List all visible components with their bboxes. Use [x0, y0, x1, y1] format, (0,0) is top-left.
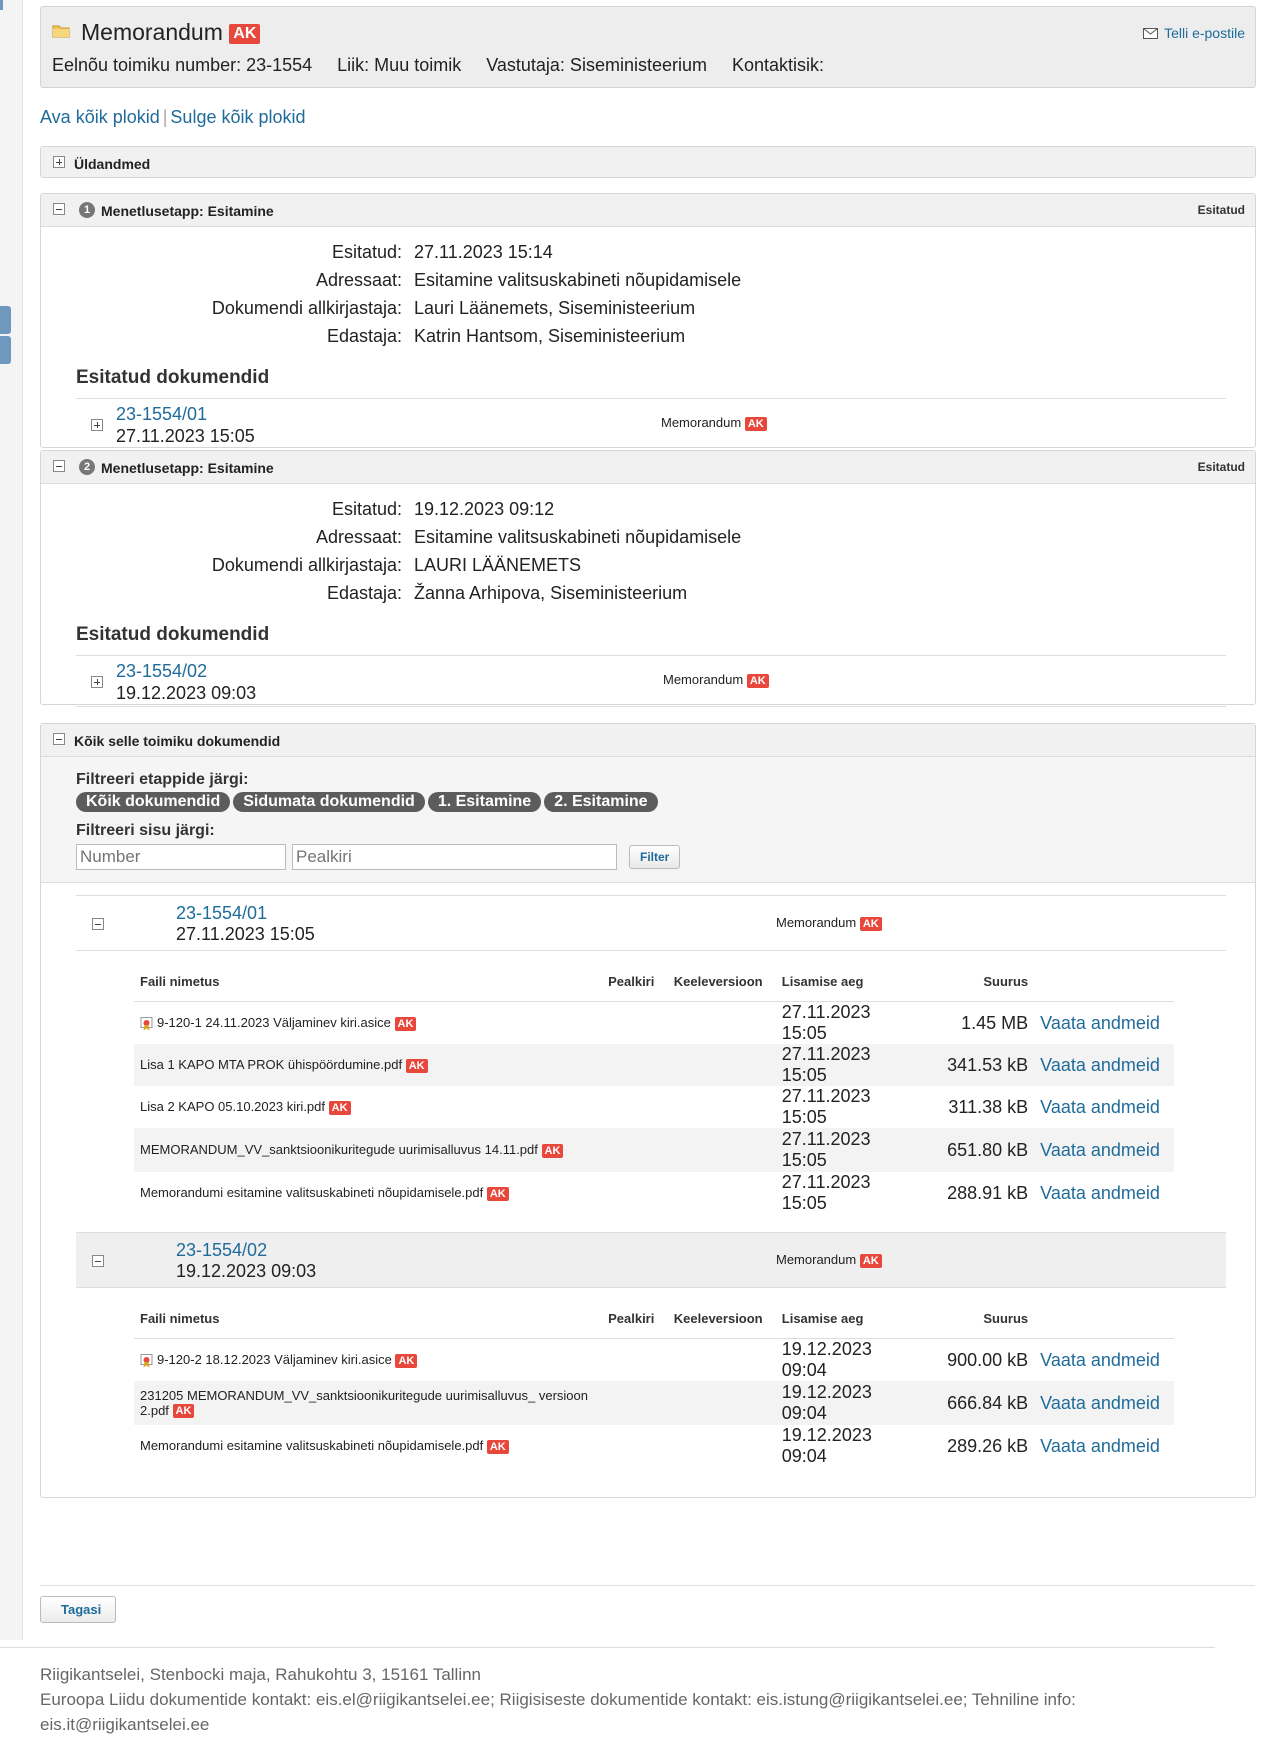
field-label: Edastaja:: [326, 583, 402, 603]
doc-number-link[interactable]: 23-1554/02: [116, 661, 208, 681]
file-link[interactable]: 231205 MEMORANDUM_VV_sanktsioonikuritegude uurimisalluvus_ versioon 2.pdf: [140, 1387, 588, 1418]
view-details-link[interactable]: Vaata andmeid: [1034, 1381, 1174, 1425]
content-filter-inputs: [76, 844, 1255, 870]
stage-header-1[interactable]: [41, 194, 1255, 227]
stage-panel-2: [40, 450, 1256, 705]
ak-badge: AK: [395, 1017, 417, 1031]
footer-address: Riigikantselei, Stenbocki maja, Rahukohtu 3, 15161 Tallinn: [40, 1665, 482, 1684]
ak-badge: AK: [173, 1404, 195, 1418]
collapse-icon[interactable]: [92, 1255, 104, 1267]
separator: |: [162, 107, 168, 127]
back-area: [40, 1596, 116, 1623]
subscribe-email-label: Telli e-postile: [1164, 25, 1245, 41]
field-value: 27.11.2023 15:14: [414, 242, 553, 262]
field-value: Žanna Arhipova, Siseministeerium: [414, 583, 688, 603]
field-value: Esitamine valitsuskabineti nõupidamisele: [414, 270, 742, 290]
stage-number-badge: 1: [79, 202, 95, 218]
envelope-icon: [1143, 28, 1158, 39]
file-responsible: Vastutaja: Siseministeerium: [486, 55, 707, 75]
doc-date: 19.12.2023 09:03: [176, 1261, 317, 1281]
file-name-cell: [134, 1172, 602, 1214]
collapse-icon[interactable]: [92, 918, 104, 930]
file-kind: Liik: Muu toimik: [337, 55, 462, 75]
expand-icon[interactable]: [91, 419, 103, 431]
ak-badge: AK: [745, 417, 767, 431]
doc-group-2: [76, 1232, 1226, 1467]
table-header-row: [134, 1306, 1174, 1339]
file-size: 341.53 kB: [926, 1044, 1034, 1086]
folder-icon: [52, 24, 70, 38]
col-language: Keeleversioon: [668, 969, 776, 1002]
file-size: 666.84 kB: [926, 1381, 1034, 1425]
table-header-row: [134, 969, 1174, 1002]
collapse-icon[interactable]: [53, 460, 65, 472]
general-panel: [40, 146, 1256, 178]
doc-type-label: Memorandum: [776, 915, 857, 930]
file-meta: [52, 55, 844, 76]
doc-group-1: [76, 895, 1226, 1214]
col-file-name: Faili nimetus: [134, 969, 602, 1002]
col-title: Pealkiri: [602, 969, 668, 1002]
table-row: [134, 1044, 1174, 1086]
view-details-link[interactable]: Vaata andmeid: [1034, 1044, 1174, 1086]
view-details-link[interactable]: Vaata andmeid: [1040, 1012, 1160, 1033]
field-label: Esitatud:: [331, 499, 402, 519]
stage-title: Menetlusetapp: Esitamine: [101, 460, 274, 476]
collapse-icon[interactable]: [53, 733, 65, 745]
col-size: Suurus: [926, 969, 1034, 1002]
doc-type: [661, 415, 767, 431]
table-row: [134, 1002, 1174, 1045]
title-filter-input[interactable]: [292, 844, 617, 870]
doc-group-header: [76, 1232, 1226, 1288]
view-details-link[interactable]: Vaata andmeid: [1040, 1435, 1160, 1456]
ak-badge: AK: [860, 1254, 882, 1268]
doc-number-link[interactable]: 23-1554/01: [116, 404, 208, 424]
ak-badge: AK: [747, 674, 769, 688]
field-value: Esitamine valitsuskabineti nõupidamisele: [414, 527, 742, 547]
expand-icon[interactable]: [53, 156, 65, 168]
field-label: Esitatud:: [331, 242, 402, 262]
ak-badge: AK: [542, 1144, 564, 1158]
footer-divider: [0, 1647, 1215, 1648]
field-label: Adressaat:: [315, 270, 402, 290]
file-link[interactable]: 9-120-2 18.12.2023 Väljaminev kiri.asice: [157, 1352, 392, 1368]
field-label: Adressaat:: [315, 527, 402, 547]
all-docs-header[interactable]: [41, 724, 1255, 757]
field-value: Katrin Hantsom, Siseministeerium: [414, 326, 686, 346]
doc-type-label: Memorandum: [661, 415, 742, 430]
file-name-cell: [134, 1002, 602, 1045]
page-title: [81, 19, 260, 46]
col-title: Pealkiri: [602, 1306, 668, 1339]
view-details-link[interactable]: Vaata andmeid: [1034, 1128, 1174, 1172]
sidebar-tab[interactable]: [0, 336, 11, 364]
divider: [40, 1585, 1255, 1586]
stage-filter-chips: [76, 792, 1255, 812]
filters: [41, 757, 1255, 883]
doc-type: [663, 672, 769, 688]
files-table: [134, 1306, 1174, 1467]
chip-unlinked-documents[interactable]: Sidumata dokumendid: [233, 792, 425, 812]
col-size: Suurus: [926, 1306, 1034, 1339]
col-added-time: Lisamise aeg: [776, 969, 926, 1002]
file-date: 19.12.2023 09:04: [781, 1339, 872, 1380]
col-actions: [1034, 1306, 1174, 1339]
submitted-doc-row: [76, 399, 1226, 449]
col-actions: [1034, 969, 1174, 1002]
panel-title: Kõik selle toimiku dokumendid: [74, 733, 281, 749]
filter-stage-label: Filtreeri etappide järgi:: [76, 771, 249, 788]
sidebar-tab[interactable]: [0, 306, 11, 334]
field-label: Dokumendi allkirjastaja:: [211, 298, 402, 318]
file-link[interactable]: 9-120-1 24.11.2023 Väljaminev kiri.asice: [157, 1015, 391, 1031]
file-contact: Kontaktisik:: [732, 55, 825, 75]
panel-title: Üldandmed: [74, 156, 151, 172]
expand-icon[interactable]: [91, 676, 103, 688]
footer: [40, 1662, 1170, 1737]
file-size: 289.26 kB: [947, 1435, 1029, 1456]
file-header: [40, 6, 1256, 88]
files-table: [134, 969, 1174, 1214]
view-details-link[interactable]: Vaata andmeid: [1040, 1096, 1160, 1117]
file-date: 27.11.2023 15:05: [776, 1044, 926, 1086]
filter-button[interactable]: Filter: [629, 845, 680, 869]
all-docs-panel: [40, 723, 1256, 1498]
file-date: 19.12.2023 09:04: [776, 1381, 926, 1425]
file-date: 27.11.2023 15:05: [776, 1128, 926, 1172]
collapse-icon[interactable]: [53, 203, 65, 215]
chip-all-documents[interactable]: Kõik dokumendid: [76, 792, 230, 812]
file-size: 1.45 MB: [961, 1012, 1029, 1033]
back-button[interactable]: Tagasi: [40, 1596, 116, 1623]
table-row: [134, 1425, 1174, 1467]
col-file-name: Faili nimetus: [134, 1306, 602, 1339]
open-all-link[interactable]: Ava kõik plokid: [40, 107, 160, 127]
file-date: 27.11.2023 15:05: [781, 1002, 871, 1043]
submitted-docs-heading: Esitatud dokumendid: [76, 367, 1226, 399]
doc-group-header: [76, 895, 1226, 951]
file-link[interactable]: Memorandumi esitamine valitsuskabineti nõupidamisele.pdf: [140, 1185, 484, 1201]
file-name-cell: [134, 1381, 602, 1425]
ak-badge: AK: [395, 1354, 417, 1368]
file-number: Eelnõu toimiku number: 23-1554: [52, 55, 313, 75]
doc-number-link[interactable]: 23-1554/01: [176, 903, 268, 923]
stage-number-badge: 2: [79, 459, 95, 475]
file-link[interactable]: MEMORANDUM_VV_sanktsioonikuritegude uurimisalluvus 14.11.pdf: [140, 1142, 538, 1158]
file-size: 311.38 kB: [948, 1096, 1029, 1117]
certificate-icon: [140, 1017, 153, 1031]
ak-badge: AK: [229, 24, 260, 44]
table-row: [134, 1339, 1174, 1382]
chip-stage-1[interactable]: 1. Esitamine: [428, 792, 541, 812]
doc-date: 27.11.2023 15:05: [176, 924, 315, 944]
filter-content-label: Filtreeri sisu järgi:: [76, 822, 215, 839]
file-name-cell: [134, 1339, 602, 1382]
ak-badge: AK: [860, 917, 882, 931]
doc-date: 19.12.2023 09:03: [116, 683, 257, 703]
submitted-docs-heading: Esitatud dokumendid: [76, 624, 1226, 656]
stage-status: Esitatud: [1197, 460, 1245, 474]
left-sidebar: [0, 0, 23, 1640]
table-row: [134, 1172, 1174, 1214]
stage-title: Menetlusetapp: Esitamine: [101, 203, 274, 219]
file-name-cell: [134, 1128, 602, 1172]
doc-type: [776, 1252, 882, 1268]
file-size: 900.00 kB: [947, 1349, 1029, 1370]
field-value: Lauri Läänemets, Siseministeerium: [414, 298, 696, 318]
doc-type-label: Memorandum: [776, 1252, 857, 1267]
stage-details: [41, 227, 1255, 347]
file-date: 27.11.2023 15:05: [781, 1086, 871, 1127]
doc-date: 27.11.2023 15:05: [116, 426, 255, 446]
file-date: 19.12.2023 09:04: [781, 1425, 872, 1466]
title-text: Memorandum: [81, 19, 223, 45]
view-details-link[interactable]: Vaata andmeid: [1040, 1349, 1160, 1370]
doc-type: [776, 915, 882, 931]
col-language: Keeleversioon: [668, 1306, 776, 1339]
doc-number-link[interactable]: 23-1554/02: [176, 1240, 268, 1260]
ak-badge: AK: [487, 1187, 509, 1201]
table-row: [134, 1128, 1174, 1172]
field-value: LAURI LÄÄNEMETS: [414, 555, 582, 575]
file-name-cell: [134, 1044, 602, 1086]
stage-details: [41, 484, 1255, 604]
field-label: Edastaja:: [326, 326, 402, 346]
ak-badge: AK: [406, 1059, 428, 1073]
file-size: 288.91 kB: [947, 1182, 1029, 1203]
file-size: 651.80 kB: [926, 1128, 1034, 1172]
close-all-link[interactable]: Sulge kõik plokid: [170, 107, 306, 127]
stage-header-2[interactable]: [41, 451, 1255, 484]
file-link[interactable]: Lisa 1 KAPO MTA PROK ühispöördumine.pdf: [140, 1057, 403, 1073]
table-row: [134, 1381, 1174, 1425]
field-label: Dokumendi allkirjastaja:: [211, 555, 402, 575]
footer-contacts: Euroopa Liidu dokumentide kontakt: eis.el@riigikantselei.ee; Riigisiseste dokumentide kontakt: eis.istung@riigikantselei.ee; Tehniline info: eis.it@riigikantselei.ee: [40, 1690, 1076, 1734]
file-name-cell: [134, 1086, 602, 1128]
doc-type-label: Memorandum: [663, 672, 744, 687]
stage-status: Esitatud: [1197, 203, 1245, 217]
submitted-doc-row: [76, 656, 1226, 707]
ak-badge: AK: [329, 1101, 351, 1115]
view-details-link[interactable]: Vaata andmeid: [1040, 1182, 1160, 1203]
main-content: [40, 6, 1256, 1498]
certificate-icon: [140, 1354, 153, 1368]
stage-panel-1: [40, 193, 1256, 448]
ak-badge: AK: [487, 1440, 509, 1454]
col-added-time: Lisamise aeg: [776, 1306, 926, 1339]
general-panel-header[interactable]: [41, 147, 1255, 177]
file-date: 27.11.2023 15:05: [781, 1172, 871, 1213]
file-link[interactable]: Memorandumi esitamine valitsuskabineti nõupidamisele.pdf: [140, 1438, 484, 1454]
number-filter-input[interactable]: [76, 844, 286, 870]
field-value: 19.12.2023 09:12: [414, 499, 555, 519]
subscribe-email-link[interactable]: [1143, 25, 1245, 41]
chip-stage-2[interactable]: 2. Esitamine: [544, 792, 657, 812]
block-toggles: [40, 107, 1256, 133]
file-link[interactable]: Lisa 2 KAPO 05.10.2023 kiri.pdf: [140, 1099, 326, 1115]
table-row: [134, 1086, 1174, 1128]
file-name-cell: [134, 1425, 602, 1467]
sidebar-marker: [0, 0, 3, 10]
